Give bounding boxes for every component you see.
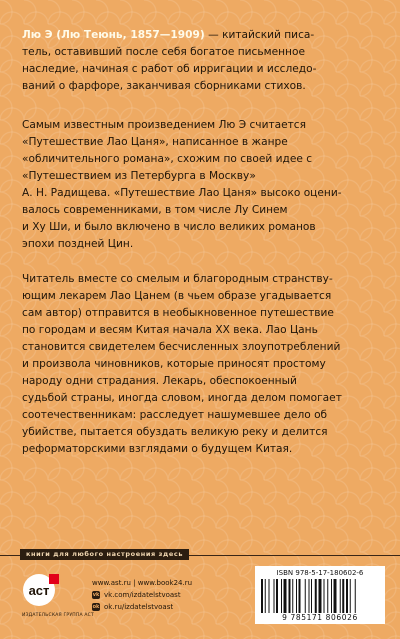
- ok-icon: ok: [92, 604, 100, 610]
- about-line: «Путешествие Лао Цаня», написанное в жанре: [22, 136, 288, 148]
- novel-about: [22, 117, 380, 253]
- intro-line: наследие, начиная с работ об ирригации и исследо-: [22, 63, 317, 75]
- summary-line: и произвола чиновников, которые приносят простому: [22, 358, 326, 370]
- intro-line: тель, оставивший после себя богатое письменное: [22, 46, 305, 58]
- ok-row: [92, 601, 192, 613]
- barcode: [261, 579, 379, 613]
- summary-line: сам автор) отправится в необыкновенное путешествие: [22, 307, 334, 319]
- barcode-bar: [324, 579, 325, 613]
- barcode-bar: [305, 579, 306, 613]
- barcode-bar: [342, 579, 344, 613]
- summary-line: по городам и весям Китая начала XX века. Лао Цань: [22, 324, 318, 336]
- barcode-bar: [296, 579, 297, 613]
- summary-line: Читатель вместе со смелым и благородным странству-: [22, 273, 333, 285]
- barcode-bar: [319, 579, 322, 613]
- intro-first-line: [22, 27, 380, 44]
- barcode-bar: [269, 579, 270, 613]
- about-line: «обличительного романа», схожим по своей идее с: [22, 153, 313, 165]
- summary-line: реформаторскими взглядами о будущем Китая.: [22, 443, 293, 455]
- ok-link[interactable]: ok.ru/izdatelstvoast: [104, 603, 174, 611]
- about-line: А. Н. Радищева. «Путешествие Лао Цаня» высоко оцени-: [22, 187, 342, 199]
- summary-line: соотечественникам: расследует нашумевшее дело об: [22, 409, 328, 421]
- ast-logo-icon: [22, 573, 60, 607]
- summary-line: судьбой страны, иногда словом, иногда делом помогает: [22, 392, 342, 404]
- about-line: Самым известным произведением Лю Э считается: [22, 119, 307, 131]
- vk-row: [92, 589, 192, 601]
- about-line: валось современниками, в том числе Лу Синем: [22, 204, 288, 216]
- about-line: эпохи поздней Цин.: [22, 238, 134, 250]
- barcode-bar: [340, 579, 341, 613]
- vk-icon: vk: [92, 592, 100, 598]
- barcode-bar: [315, 579, 317, 613]
- barcode-bar: [265, 579, 266, 613]
- barcode-bar: [355, 579, 356, 613]
- barcode-bar: [274, 579, 275, 613]
- barcode-bar: [346, 579, 348, 613]
- about-line: «Путешествием из Петербурга в Москву»: [22, 170, 256, 182]
- publisher-caption: ИЗДАТЕЛЬСКАЯ ГРУППА АСТ: [22, 613, 94, 618]
- barcode-bar: [289, 579, 291, 613]
- intro-first-line-rest: — китайский писа-: [204, 29, 315, 41]
- summary-line: народу одни страдания. Лекарь, обеспокоенный: [22, 375, 297, 387]
- barcode-bar: [276, 579, 278, 613]
- barcode-bar: [350, 579, 351, 613]
- barcode-number: 9 785171 806026: [282, 613, 358, 622]
- summary-line: убийстве, пытается обуздать великую реку и делится: [22, 426, 328, 438]
- publisher-logo: [22, 573, 94, 618]
- barcode-bar: [309, 579, 310, 613]
- barcode-bar: [261, 579, 263, 613]
- barcode-bar: [311, 579, 312, 613]
- barcode-bar: [334, 579, 337, 613]
- summary-line: ющим лекарем Лао Цанем (в чьем образе угадывается: [22, 290, 332, 302]
- summary-line: становится свидетелем бесчисленных злоупотреблений: [22, 341, 341, 353]
- barcode-bar: [299, 579, 301, 613]
- barcode-bar: [327, 579, 328, 613]
- vk-link[interactable]: vk.com/izdatelstvoast: [104, 591, 181, 599]
- barcode-panel: [255, 566, 385, 624]
- publisher-links: [92, 577, 192, 613]
- websites-link[interactable]: www.ast.ru | www.book24.ru: [92, 579, 193, 587]
- author-name: Лю Э (Лю Теюнь, 1857—1909): [22, 29, 205, 41]
- intro-line: ваний о фарфоре, заканчивая сборниками стихов.: [22, 80, 306, 92]
- barcode-bar: [331, 579, 332, 613]
- barcode-bar: [281, 579, 282, 613]
- logo-text: аст: [28, 583, 50, 598]
- plot-summary: [22, 271, 380, 458]
- tagline-banner: [0, 549, 400, 561]
- websites-row: [92, 577, 192, 589]
- barcode-bar: [292, 579, 293, 613]
- about-line: и Ху Ши, и было включено в число великих романов: [22, 221, 316, 233]
- author-intro: [22, 27, 380, 95]
- isbn: ISBN 978-5-17-180602-6: [276, 569, 364, 577]
- barcode-bar: [284, 579, 287, 613]
- tagline: книги для любого настроения здесь: [20, 549, 189, 560]
